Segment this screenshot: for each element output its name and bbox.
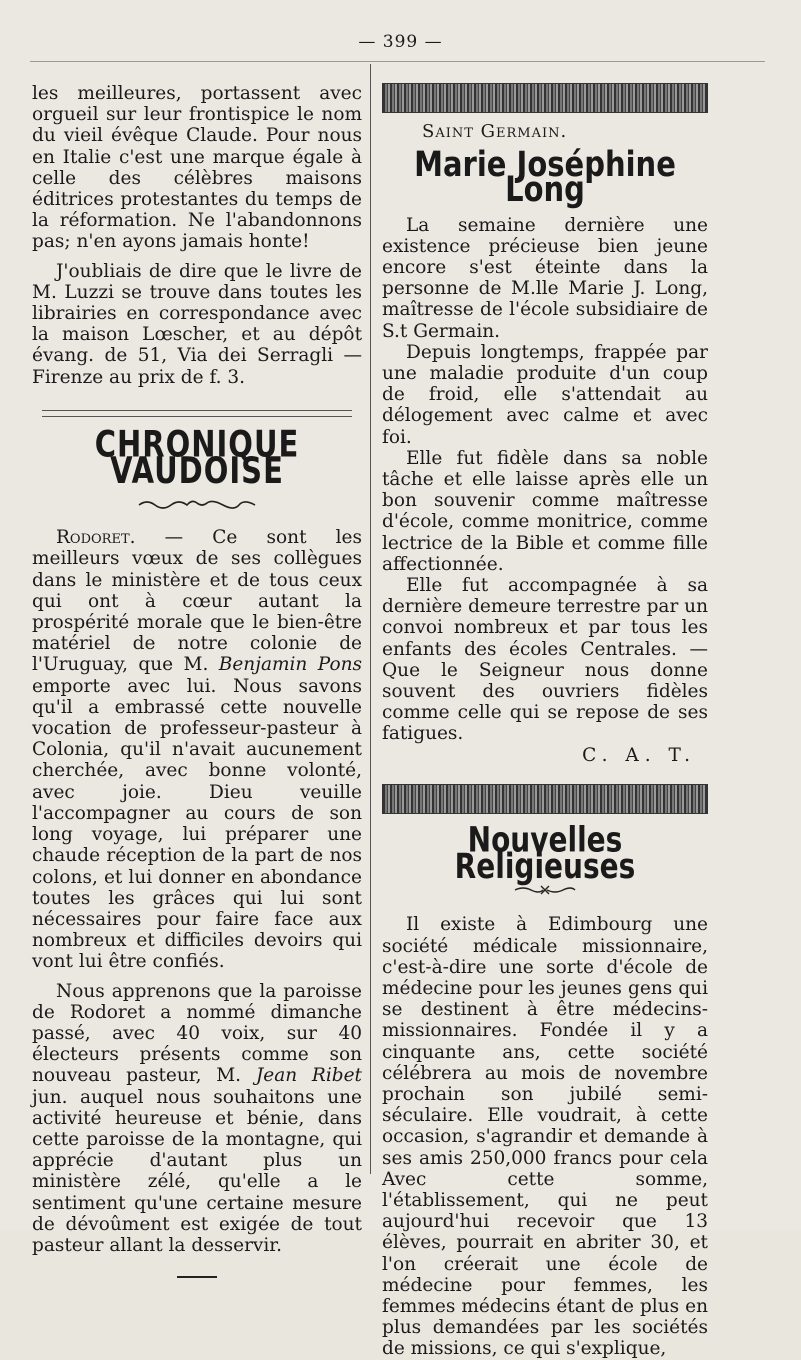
news-title: Nouvelles Religieuses (454, 819, 636, 887)
intro-paragraph-1: les meilleures, portassent avec orgueil sur leur frontispice le nom du vieil évêque Claude. Pour nous en Italie c'est une marque égale à celle des célèbres maisons éditrices protestantes du temps de la réformation. Ne l'abandonnons pas; n'en ayons jamais honte! (32, 83, 362, 253)
signature: C. A. T. (582, 744, 696, 766)
column-divider (370, 64, 371, 1174)
right-column (382, 83, 708, 1360)
rodoret-place: Rodoret. (56, 527, 136, 549)
ornament-icon (137, 497, 257, 509)
page-number: — 399 — (358, 32, 443, 52)
obituary-title: Marie Joséphine Long (414, 143, 676, 210)
end-dash (177, 1276, 217, 1278)
intro-paragraph-2: J'oubliais de dire que le livre de M. Luzzi se trouve dans toutes les librairies en correspondance avec la maison Lœscher, et au dépôt évang. de 51, Via dei Serragli — Firenze au prix de f. 3. (32, 260, 362, 388)
rodoret-text-b: emporte avec lui. Nous savons qu'il a embrassé cette nouvelle vocation de professeur-pasteur à Colonia, qu'il n'avait aucunement cherchée, avec bonne volonté, avec joie. Dieu veuille l'accompagner au cours de son long voyage, lui préparer une chaude réception de la part de nos colons, et lui donner en abondance toutes les grâces qui lui sont nécessaires pour faire face aux nombreux et difficiles devoirs qui vont lui être confiés. (32, 675, 362, 973)
obituary-place: Saint Germain. (422, 121, 568, 142)
left-column (32, 83, 362, 1278)
ornamental-bar (382, 83, 708, 113)
ornamental-bar (382, 784, 708, 814)
rodoret-text-a: — Ce sont les meilleurs vœux de ses collègues dans le ministère et de tous ceux qui ont à cœur autant la prospérité morale que le bien-être matériel de notre colonie de l'Uruguay, que M. (32, 527, 362, 676)
election-text-b: jun. auquel nous souhaitons une activité heureuse et bénie, dans cette paroisse de la montagne, qui apprécie d'autant plus un ministère zélé, qu'elle a le sentiment qu'une certaine mesure de dévoûment est exigée de tout pasteur allant la desservir. (32, 1086, 362, 1256)
obituary-paragraph-4: Elle fut accompagnée à sa dernière demeure terrestre par un convoi nombreux et par tous les enfants des écoles Centrales. — Que le Seigneur nous donne souvent des ouvriers fidèles comme celle qui se repose de ses fatigues. (382, 575, 708, 745)
election-paragraph (32, 981, 362, 1257)
election-text-a: Nous apprenons que la paroisse de Rodoret a nommé dimanche passé, avec 40 voix, sur 40 électeurs présents comme son nouveau pasteur, M. (32, 980, 362, 1087)
election-name: Jean Ribet (255, 1065, 362, 1087)
obituary-paragraph-3: Elle fut fidèle dans sa noble tâche et elle laisse après elle un bon souvenir comme maîtresse d'école, comme monitrice, comme lectrice de la Bible et comme fille affectionnée. (382, 447, 708, 575)
obituary-paragraph-1: La semaine dernière une existence précieuse bien jeune encore s'est éteinte dans la personne de M.lle Marie J. Long, maîtresse de l'école subsidiaire de S.t Germain. (382, 214, 708, 342)
header-rule (30, 61, 765, 62)
news-paragraph: Il existe à Edimbourg une société médicale missionnaire, c'est-à-dire une sorte d'école de médecine pour les jeunes gens qui se destinent à être médecins-missionnaires. Fondée il y a cinquante ans, cette société célébrera au mois de novembre prochain son jubilé semi-séculaire. Elle voudrait, à cette occasion, s'agrandir et demande à ses amis 250,000 francs pour cela Avec cette somme, l'établissement, qui ne peut aujourd'hui recevoir que 13 élèves, pourrait en abriter 30, et l'on créerait une école de médecine pour femmes, les femmes médecins étant de plus en plus demandées par les sociétés de missions, ce qui s'explique, (382, 914, 708, 1360)
obituary-paragraph-2: Depuis longtemps, frappée par une maladie produite d'un coup de froid, elle s'attendait au délogement avec calme et avec foi. (382, 341, 708, 448)
rodoret-paragraph (32, 527, 362, 972)
section-title: CHRONIQUE VAUDOISE (94, 422, 300, 492)
section-rule (42, 410, 352, 417)
rodoret-name: Benjamin Pons (218, 654, 362, 676)
